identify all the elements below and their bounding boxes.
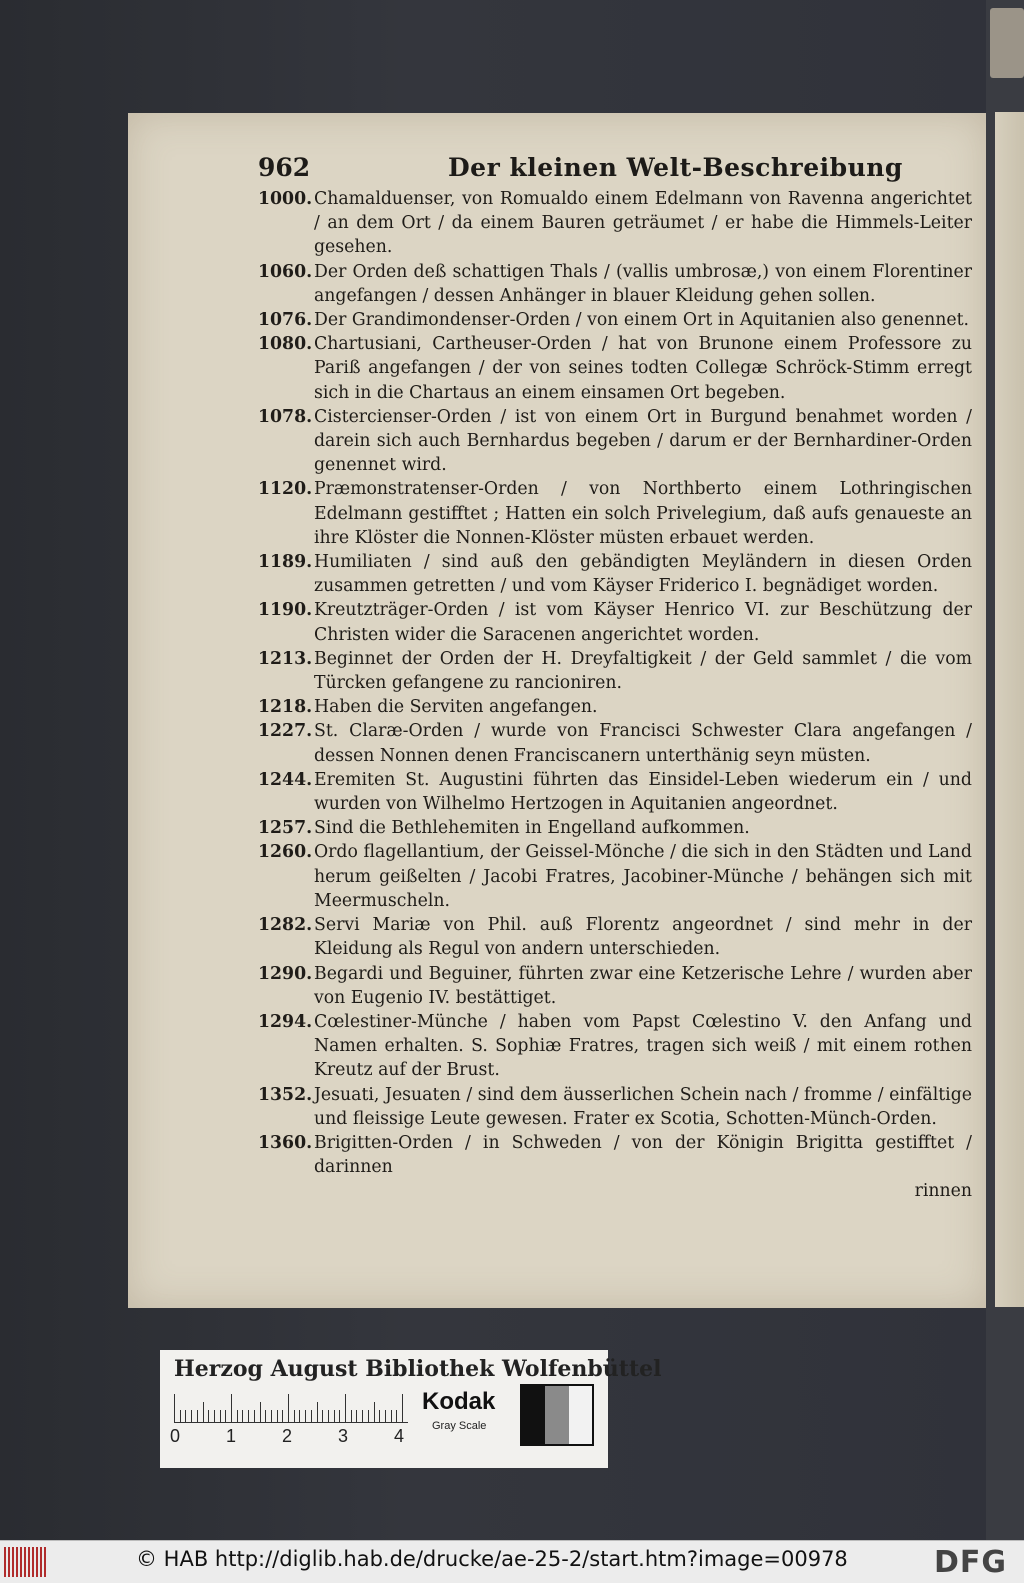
ruler-number: 4 — [394, 1426, 405, 1446]
gray-swatches — [520, 1384, 594, 1446]
ruler-tick — [328, 1410, 329, 1422]
entry-text: Ordo flagellantium, der Geissel-Mönche / die sich in den Städten und Land herum geißelten / Jacobi Fratres, Jacobiner-Münche / behängen sich mit Meermuscheln. — [314, 842, 972, 911]
ruler-tick — [299, 1410, 300, 1422]
entry-text: Cistercienser-Orden / ist von einem Ort in Burgund benahmet worden / darein sich auch Bernhardus begeben / darum er der Bernhardiner-Orden genennet wird. — [314, 406, 972, 476]
entry-text: Der Orden deß schattigen Thals / (vallis umbrosæ,) von einem Florentiner angefangen / dessen Anhänger in blauer Kleidung gehen sollen. — [314, 261, 972, 306]
ruler-number: 0 — [170, 1426, 181, 1446]
ruler-tick — [208, 1410, 209, 1422]
list-item — [258, 260, 978, 308]
color-chart-card — [160, 1350, 662, 1468]
ruler-tick — [225, 1410, 226, 1422]
entry-year: 1352. — [258, 1084, 313, 1105]
list-item — [258, 840, 978, 913]
list-item — [258, 816, 978, 840]
entry-year: 1360. — [258, 1132, 313, 1153]
entry-text: Jesuati, Jesuaten / sind dem äusserlichen Schein nach / fromme / einfältige und fleissige Leute gewesen. Frater ex Scotia, Schotten-Münch-Orden. — [314, 1084, 972, 1129]
ruler-tick — [305, 1410, 306, 1422]
ruler-tick — [254, 1410, 255, 1422]
ruler-tick — [277, 1410, 278, 1422]
ruler-tick — [265, 1410, 266, 1422]
running-title: Der kleinen Welt-Beschreibung — [448, 153, 903, 182]
entry-text: Servi Mariæ von Phil. auß Florentz angeordnet / sind mehr in der Kleidung als Regul von andern unterschieden. — [314, 915, 972, 960]
ruler-tick — [339, 1410, 340, 1422]
list-item — [258, 695, 978, 719]
kodak-brand: Kodak — [422, 1388, 496, 1415]
ruler-tick — [260, 1402, 261, 1422]
library-name: Herzog August Bibliothek Wolfenbüttel — [174, 1356, 662, 1382]
entry-year: 1060. — [258, 261, 313, 282]
entry-text: Beginnet der Orden der H. Dreyfaltigkeit / der Geld sammlet / die vom Türcken gefangene zu rancioniren. — [314, 648, 972, 694]
list-item — [258, 1131, 978, 1179]
entry-year: 1213. — [258, 648, 313, 669]
ruler-tick — [242, 1410, 243, 1422]
list-item — [258, 962, 978, 1010]
page-content — [258, 153, 978, 1203]
ruler-number: 1 — [226, 1426, 237, 1446]
list-item — [258, 405, 978, 478]
ruler-tick — [362, 1410, 363, 1422]
book-clamp — [990, 8, 1024, 78]
ruler-tick — [374, 1402, 375, 1422]
entry-year: 1282. — [258, 915, 313, 936]
ruler-tick — [351, 1410, 352, 1422]
entry-year: 1244. — [258, 769, 313, 790]
ruler-tick — [282, 1410, 283, 1422]
entry-year: 1294. — [258, 1011, 313, 1032]
barcode-icon — [4, 1547, 48, 1577]
list-item — [258, 768, 978, 816]
entry-text: Begardi und Beguiner, führten zwar eine Ketzerische Lehre / wurden aber von Eugenio IV. bestättiget. — [314, 963, 972, 1008]
list-item — [258, 332, 978, 405]
ruler-tick — [311, 1410, 312, 1422]
entry-year: 1190. — [258, 600, 313, 621]
entry-year: 1218. — [258, 697, 313, 718]
ruler-tick — [317, 1402, 318, 1422]
ruler-tick — [185, 1410, 186, 1422]
swatch-gray — [545, 1386, 568, 1444]
entry-year: 1290. — [258, 963, 313, 984]
ruler-tick — [231, 1394, 232, 1422]
ruler-tick — [356, 1410, 357, 1422]
ruler-tick — [385, 1410, 386, 1422]
catchword: rinnen — [914, 1181, 972, 1202]
entry-year: 1120. — [258, 479, 313, 500]
list-item — [258, 913, 978, 961]
ruler-tick — [396, 1410, 397, 1422]
ruler-tick — [248, 1410, 249, 1422]
book-page — [128, 113, 986, 1308]
ruler-tick — [288, 1394, 289, 1422]
ruler-tick — [379, 1410, 380, 1422]
list-item — [258, 719, 978, 767]
measurement-ruler — [174, 1394, 408, 1423]
list-item — [258, 477, 978, 550]
ruler-tick — [271, 1410, 272, 1422]
entry-text: Cœlestiner-Münche / haben vom Papst Cœlestino V. den Anfang und Namen erhalten. S. Sophiæ Fratres, tragen sich weiß / mit einem rothen Kreutz auf der Brust. — [314, 1011, 972, 1081]
entry-text: Chartusiani, Cartheuser-Orden / hat von Brunone einem Professore zu Pariß angefangen / der von seines todten Collegæ Schröck-Stimm erregt sich in die Chartaus an einem einsamen Ort begeben. — [314, 334, 972, 403]
entry-year: 1260. — [258, 842, 313, 863]
page-header — [258, 153, 978, 185]
entry-text: Humiliaten / sind auß den gebändigten Meyländern in diesen Orden zusammen getretten / und vom Käyser Friderico I. begnädiget worden. — [314, 552, 972, 597]
chronology-list — [258, 187, 978, 1179]
entry-year: 1257. — [258, 818, 313, 839]
entry-year: 1076. — [258, 310, 313, 331]
entry-text: Der Grandimondenser-Orden / von einem Ort in Aquitanien also genennet. — [314, 310, 970, 331]
list-item — [258, 1083, 978, 1131]
footer-source-link[interactable]: © HAB http://diglib.hab.de/drucke/ae-25-2/start.htm?image=00978 — [136, 1547, 848, 1571]
ruler-tick — [220, 1410, 221, 1422]
entry-text: Chamalduenser, von Romualdo einem Edelmann von Ravenna angerichtet / an dem Ort / da einem Bauren geträumet / er habe die Himmels-Leiter gesehen. — [314, 189, 972, 258]
entry-year: 1189. — [258, 552, 313, 573]
entry-year: 1080. — [258, 334, 313, 355]
ruler-tick — [191, 1410, 192, 1422]
ruler-tick — [214, 1410, 215, 1422]
list-item — [258, 550, 978, 598]
entry-year: 1227. — [258, 721, 313, 742]
list-item — [258, 1010, 978, 1083]
entry-text: Haben die Serviten angefangen. — [314, 697, 598, 718]
entry-text: Kreutzträger-Orden / ist vom Käyser Henrico VI. zur Beschützung der Christen wider die Saracenen angerichtet worden. — [314, 600, 972, 645]
gray-scale-label: Gray Scale — [432, 1420, 487, 1432]
swatch-black — [522, 1386, 545, 1444]
entry-year: 1000. — [258, 189, 313, 209]
entry-year: 1078. — [258, 406, 313, 427]
page-number: 962 — [258, 153, 311, 182]
entry-text: Eremiten St. Augustini führten das Einsidel-Leben wiederum ein / und wurden von Wilhelmo Hertzogen in Aquitanien angeordnet. — [314, 769, 972, 815]
ruler-tick — [368, 1410, 369, 1422]
ruler-tick — [391, 1410, 392, 1422]
ruler-number: 2 — [282, 1426, 293, 1446]
entry-text: Brigitten-Orden / in Schweden / von der Königin Brigitta gestifftet / darinnen — [314, 1132, 972, 1178]
entry-text: Præmonstratenser-Orden / von Northberto einem Lothringischen Edelmann gestifftet ; Hatten ein solch Privelegium, daß aufs genaueste an ihre Klöster die Nonnen-Klöster müsten erbauet werden. — [314, 479, 972, 548]
swatch-light — [569, 1386, 592, 1444]
list-item — [258, 308, 978, 332]
ruler-tick — [294, 1410, 295, 1422]
entry-text: Sind die Bethlehemiten in Engelland aufkommen. — [314, 818, 750, 839]
footer-bar — [0, 1540, 1024, 1583]
list-item — [258, 187, 978, 260]
adjacent-page-edge — [995, 112, 1024, 1307]
dfg-logo: DFG — [934, 1545, 1008, 1580]
list-item — [258, 647, 978, 695]
ruler-tick — [402, 1394, 403, 1422]
ruler-tick — [345, 1394, 346, 1422]
ruler-tick — [180, 1410, 181, 1422]
ruler-tick — [322, 1410, 323, 1422]
ruler-tick — [203, 1402, 204, 1422]
ruler-numbers — [170, 1426, 410, 1448]
ruler-tick — [197, 1410, 198, 1422]
ruler-tick — [174, 1394, 175, 1422]
entry-text: St. Claræ-Orden / wurde von Francisci Schwester Clara angefangen / dessen Nonnen denen Franciscanern unterthänig seyn müsten. — [314, 721, 972, 766]
list-item — [258, 598, 978, 646]
ruler-number: 3 — [338, 1426, 349, 1446]
ruler-tick — [237, 1410, 238, 1422]
ruler-tick — [334, 1410, 335, 1422]
